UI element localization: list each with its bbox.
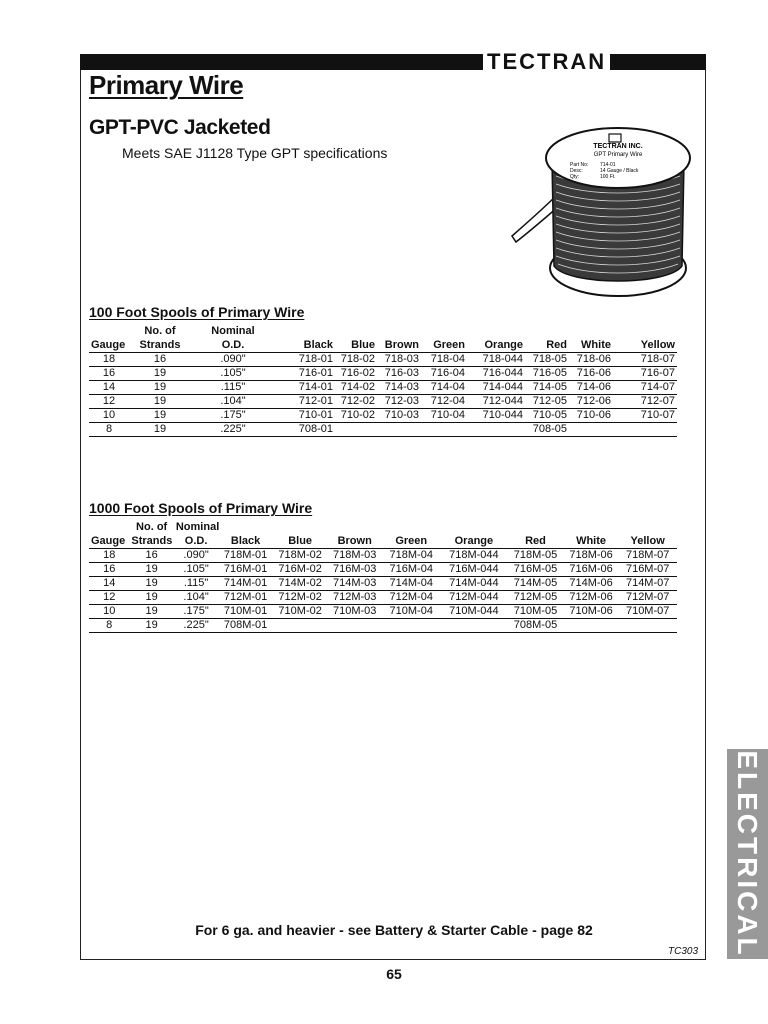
cell-green: 718M-04 [382, 549, 441, 563]
footnote: For 6 ga. and heavier - see Battery & Starter Cable - page 82 [195, 922, 593, 938]
cell-green [421, 423, 467, 437]
cell-od: .090" [191, 353, 275, 367]
cell-black: 710M-01 [218, 605, 273, 619]
cell-od: .175" [191, 409, 275, 423]
table-row [89, 549, 677, 563]
cell-brown: 710-03 [377, 409, 421, 423]
cell-od: .115" [174, 577, 218, 591]
cell-green: 710M-04 [382, 605, 441, 619]
table-row [89, 353, 677, 367]
cell-white: 712M-06 [564, 591, 619, 605]
cell-green: 716M-04 [382, 563, 441, 577]
cell-strands: 19 [129, 577, 173, 591]
cell-brown: 712-03 [377, 395, 421, 409]
table-row [89, 395, 677, 409]
table-100ft [89, 324, 677, 437]
cell-gauge: 18 [89, 549, 129, 563]
header-od-top: Nominal [211, 325, 255, 337]
table-row [89, 591, 677, 605]
spool-desc-label: Desc: [570, 168, 583, 174]
cell-white: 712-06 [569, 395, 613, 409]
cell-green: 718-04 [421, 353, 467, 367]
cell-black: 718-01 [275, 353, 335, 367]
table-row [89, 409, 677, 423]
cell-yellow [613, 423, 677, 437]
cell-white: 714M-06 [564, 577, 619, 591]
page-number: 65 [386, 966, 402, 982]
cell-yellow: 718-07 [613, 353, 677, 367]
header-black: Black [275, 338, 335, 353]
header-bar [80, 54, 706, 70]
cell-blue: 716-02 [335, 367, 377, 381]
cell-strands: 19 [129, 409, 191, 423]
table-row [89, 423, 677, 437]
header-strands: Strands [131, 535, 173, 547]
cell-yellow: 710-07 [613, 409, 677, 423]
spool-part-value: 714-01 [600, 162, 616, 168]
doc-code: TC303 [668, 946, 699, 957]
cell-od: .115" [191, 381, 275, 395]
cell-green [382, 619, 441, 633]
cell-strands: 19 [129, 367, 191, 381]
header-gauge: Gauge [89, 534, 129, 549]
cell-white: 716M-06 [564, 563, 619, 577]
cell-strands: 19 [129, 395, 191, 409]
cell-red: 708M-05 [507, 619, 564, 633]
product-subtitle: GPT-PVC Jacketed [89, 116, 271, 139]
cell-od: .090" [174, 549, 218, 563]
cell-blue: 714M-02 [273, 577, 328, 591]
cell-strands: 19 [129, 563, 173, 577]
cell-strands: 19 [129, 381, 191, 395]
cell-blue: 710-02 [335, 409, 377, 423]
cell-yellow: 714-07 [613, 381, 677, 395]
cell-black: 718M-01 [218, 549, 273, 563]
cell-black: 712M-01 [218, 591, 273, 605]
cell-red: 714-05 [525, 381, 569, 395]
header-white: White [569, 338, 613, 353]
cell-orange [467, 423, 525, 437]
section-tab [727, 749, 768, 959]
spool-company: TECTRAN INC. [593, 143, 643, 150]
cell-blue: 710M-02 [273, 605, 328, 619]
cell-brown: 716-03 [377, 367, 421, 381]
cell-brown: 712M-03 [327, 591, 382, 605]
header-od-top: Nominal [175, 521, 220, 533]
cell-white: 710M-06 [564, 605, 619, 619]
cell-orange: 710-044 [467, 409, 525, 423]
header-od: O.D. [191, 338, 275, 353]
cell-green: 710-04 [421, 409, 467, 423]
spec-text: Meets SAE J1128 Type GPT specifications [122, 145, 388, 161]
table-row [89, 563, 677, 577]
cell-green: 712M-04 [382, 591, 441, 605]
cell-yellow [618, 619, 677, 633]
cell-black: 714M-01 [218, 577, 273, 591]
cell-gauge: 12 [89, 395, 129, 409]
cell-yellow: 716M-07 [618, 563, 677, 577]
header-green: Green [382, 534, 441, 549]
cell-white [569, 423, 613, 437]
cell-gauge: 18 [89, 353, 129, 367]
cell-strands: 19 [129, 605, 173, 619]
cell-strands: 19 [129, 591, 173, 605]
cell-strands: 16 [129, 353, 191, 367]
cell-blue: 712-02 [335, 395, 377, 409]
cell-gauge: 14 [89, 381, 129, 395]
cell-white: 718M-06 [564, 549, 619, 563]
cell-orange: 718-044 [467, 353, 525, 367]
spool-qty-value: 100 Ft. [600, 174, 616, 180]
header-blue: Blue [335, 338, 377, 353]
cell-od: .105" [191, 367, 275, 381]
cell-gauge: 10 [89, 605, 129, 619]
section-title-100ft: 100 Foot Spools of Primary Wire [89, 304, 305, 320]
cell-white: 714-06 [569, 381, 613, 395]
cell-gauge: 8 [89, 619, 129, 633]
spool-qty-label: Qty: [570, 174, 580, 180]
cell-red: 710-05 [525, 409, 569, 423]
cell-brown: 718-03 [377, 353, 421, 367]
cell-od: .105" [174, 563, 218, 577]
cell-brown: 710M-03 [327, 605, 382, 619]
cell-orange: 716-044 [467, 367, 525, 381]
cell-black: 708-01 [275, 423, 335, 437]
cell-yellow: 714M-07 [618, 577, 677, 591]
header-orange: Orange [441, 534, 508, 549]
cell-blue [335, 423, 377, 437]
table-row [89, 619, 677, 633]
cell-blue: 718-02 [335, 353, 377, 367]
cell-yellow: 712M-07 [618, 591, 677, 605]
cell-orange: 718M-044 [441, 549, 508, 563]
cell-gauge: 14 [89, 577, 129, 591]
table-row [89, 367, 677, 381]
cell-od: .104" [191, 395, 275, 409]
cell-strands: 16 [129, 549, 173, 563]
cell-white [564, 619, 619, 633]
cell-gauge: 10 [89, 409, 129, 423]
cell-white: 718-06 [569, 353, 613, 367]
cell-black: 710-01 [275, 409, 335, 423]
cell-black: 714-01 [275, 381, 335, 395]
header-orange: Orange [467, 338, 525, 353]
cell-strands: 19 [129, 423, 191, 437]
header-brown: Brown [327, 534, 382, 549]
wire-spool-illustration [508, 126, 704, 306]
header-green: Green [421, 338, 467, 353]
table-1000ft [89, 520, 677, 633]
cell-black: 712-01 [275, 395, 335, 409]
cell-gauge: 16 [89, 563, 129, 577]
spool-desc-value: 14 Gauge / Black [600, 168, 639, 174]
cell-blue: 712M-02 [273, 591, 328, 605]
section-tab-label: ELECTRICAL [732, 750, 763, 958]
cell-black: 716M-01 [218, 563, 273, 577]
header-yellow: Yellow [618, 534, 677, 549]
cell-od: .104" [174, 591, 218, 605]
cell-yellow: 716-07 [613, 367, 677, 381]
cell-orange: 712M-044 [441, 591, 508, 605]
cell-brown: 714M-03 [327, 577, 382, 591]
cell-yellow: 712-07 [613, 395, 677, 409]
cell-orange: 716M-044 [441, 563, 508, 577]
cell-red: 716M-05 [507, 563, 564, 577]
cell-yellow: 718M-07 [618, 549, 677, 563]
cell-orange [441, 619, 508, 633]
cell-white: 710-06 [569, 409, 613, 423]
cell-blue: 716M-02 [273, 563, 328, 577]
cell-brown [327, 619, 382, 633]
spool-part-label: Part No: [570, 162, 589, 168]
table-row [89, 577, 677, 591]
header-strands-top: No. of [136, 521, 168, 533]
cell-black: 716-01 [275, 367, 335, 381]
cell-od: .225" [174, 619, 218, 633]
cell-black: 708M-01 [218, 619, 273, 633]
header-strands: Strands [129, 338, 191, 353]
cell-orange: 714-044 [467, 381, 525, 395]
cell-green: 714M-04 [382, 577, 441, 591]
cell-red: 716-05 [525, 367, 569, 381]
cell-yellow: 710M-07 [618, 605, 677, 619]
cell-red: 710M-05 [507, 605, 564, 619]
table-row [89, 605, 677, 619]
cell-strands: 19 [129, 619, 173, 633]
cell-gauge: 12 [89, 591, 129, 605]
header-blue: Blue [273, 534, 328, 549]
cell-white: 716-06 [569, 367, 613, 381]
brand-logo [483, 49, 610, 74]
cell-red: 718M-05 [507, 549, 564, 563]
header-red: Red [507, 534, 564, 549]
cell-brown [377, 423, 421, 437]
cell-blue: 714-02 [335, 381, 377, 395]
table-row [89, 381, 677, 395]
cell-green: 712-04 [421, 395, 467, 409]
cell-red: 714M-05 [507, 577, 564, 591]
cell-od: .175" [174, 605, 218, 619]
cell-orange: 710M-044 [441, 605, 508, 619]
cell-brown: 716M-03 [327, 563, 382, 577]
cell-gauge: 16 [89, 367, 129, 381]
cell-green: 714-04 [421, 381, 467, 395]
header-black: Black [218, 534, 273, 549]
header-od: O.D. [174, 534, 218, 549]
cell-red: 712-05 [525, 395, 569, 409]
cell-blue: 718M-02 [273, 549, 328, 563]
header-gauge: Gauge [89, 338, 129, 353]
section-title-1000ft: 1000 Foot Spools of Primary Wire [89, 500, 313, 516]
page-title: Primary Wire [89, 70, 244, 100]
cell-brown: 718M-03 [327, 549, 382, 563]
cell-blue [273, 619, 328, 633]
header-yellow: Yellow [613, 338, 677, 353]
cell-od: .225" [191, 423, 275, 437]
cell-red: 708-05 [525, 423, 569, 437]
cell-red: 712M-05 [507, 591, 564, 605]
cell-orange: 712-044 [467, 395, 525, 409]
header-red: Red [525, 338, 569, 353]
cell-brown: 714-03 [377, 381, 421, 395]
header-white: White [564, 534, 619, 549]
cell-gauge: 8 [89, 423, 129, 437]
cell-green: 716-04 [421, 367, 467, 381]
cell-red: 718-05 [525, 353, 569, 367]
header-brown: Brown [377, 338, 421, 353]
spool-product: GPT Primary Wire [593, 152, 643, 158]
header-strands-top: No. of [144, 325, 176, 337]
cell-orange: 714M-044 [441, 577, 508, 591]
brand-name: TECTRAN [487, 49, 607, 74]
